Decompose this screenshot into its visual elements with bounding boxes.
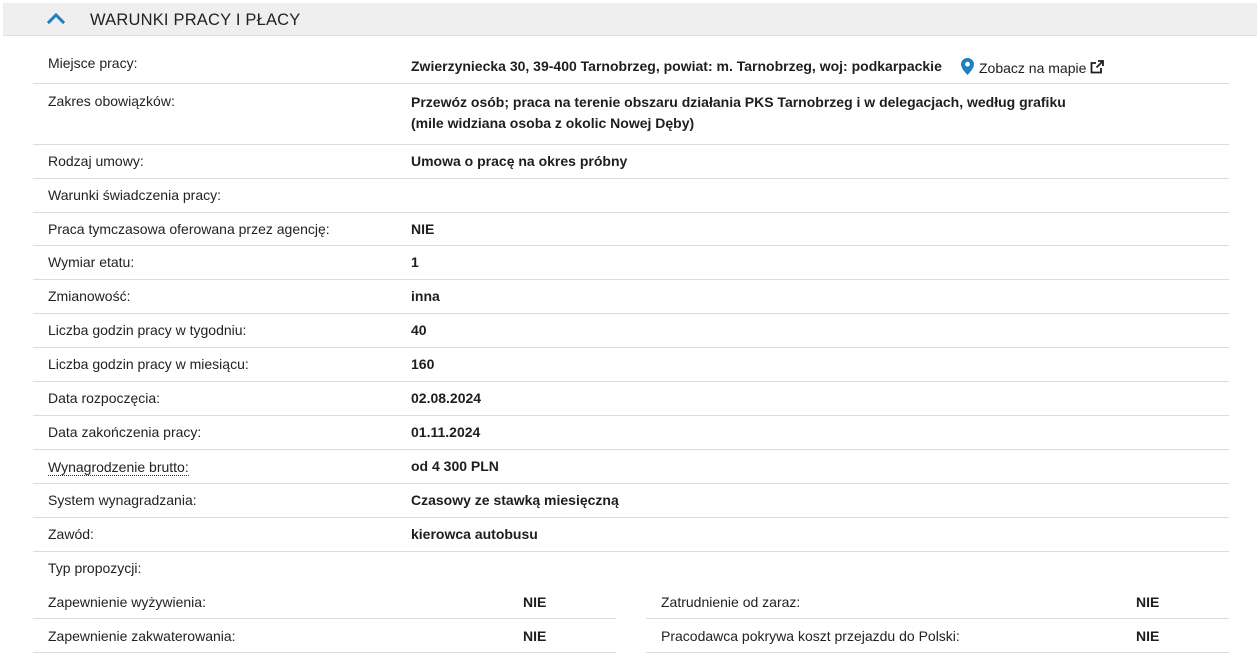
proposal-label: Pracodawca pokrywa koszt przejazdu do Polski:	[661, 628, 960, 644]
proposal-item	[646, 585, 1229, 619]
row-warunki-swiadczenia	[33, 179, 1229, 213]
row-label: Rodzaj umowy:	[48, 153, 144, 169]
proposal-item	[646, 619, 1229, 653]
row-miejsce-pracy	[33, 46, 1229, 84]
details-table	[33, 46, 1229, 586]
row-label: Liczba godzin pracy w tygodniu:	[48, 322, 247, 338]
proposal-value: NIE	[1136, 628, 1160, 644]
row-label: Data zakończenia pracy:	[48, 424, 202, 440]
row-zawod	[33, 518, 1229, 552]
row-system-wynagradzania	[33, 484, 1229, 518]
row-value: kierowca autobusu	[411, 526, 538, 542]
row-wymiar-etatu	[33, 246, 1229, 280]
row-label: Miejsce pracy:	[48, 55, 138, 71]
row-rodzaj-umowy	[33, 145, 1229, 179]
row-value: 1	[411, 254, 419, 270]
row-value: 02.08.2024	[411, 390, 482, 406]
row-value: Zwierzyniecka 30, 39-400 Tarnobrzeg, powiat: m. Tarnobrzeg, woj: podkarpackie	[411, 58, 942, 74]
row-label: Zmianowość:	[48, 288, 131, 304]
proposal-value: NIE	[1136, 594, 1160, 610]
row-value: Umowa o pracę na okres próbny	[411, 153, 628, 169]
row-value: inna	[411, 288, 440, 304]
section-header[interactable]	[3, 3, 1257, 36]
salary-tooltip-label[interactable]: Wynagrodzenie brutto:	[48, 459, 189, 475]
proposal-label: Zapewnienie wyżywienia:	[48, 594, 206, 610]
row-value-line1: Przewóz osób; praca na terenie obszaru działania PKS Tarnobrzeg i w delegacjach, według grafiku	[411, 94, 1066, 110]
proposal-item	[33, 585, 616, 619]
proposal-value: NIE	[523, 628, 547, 644]
row-label: Liczba godzin pracy w miesiącu:	[48, 356, 249, 372]
row-zakres-obowiazkow	[33, 84, 1229, 145]
proposal-label: Zapewnienie zakwaterowania:	[48, 628, 236, 644]
row-value: 01.11.2024	[411, 424, 481, 440]
row-value: Czasowy ze stawką miesięczną	[411, 492, 619, 508]
row-label: Zakres obowiązków:	[48, 93, 175, 109]
row-data-rozpoczecia	[33, 382, 1229, 416]
section-title: WARUNKI PRACY I PŁACY	[90, 11, 301, 29]
map-pin-icon	[961, 58, 974, 78]
external-link-icon	[1090, 60, 1104, 77]
row-value: od 4 300 PLN	[411, 458, 499, 474]
row-praca-tymczasowa	[33, 213, 1229, 246]
row-typ-propozycji	[33, 552, 1229, 586]
row-value: NIE	[411, 221, 435, 237]
row-label: Data rozpoczęcia:	[48, 390, 161, 406]
row-data-zakonczenia	[33, 416, 1229, 450]
proposal-label: Zatrudnienie od zaraz:	[661, 594, 801, 610]
row-value: 160	[411, 356, 435, 372]
proposal-item	[33, 619, 616, 653]
map-link-label[interactable]: Zobacz na mapie	[979, 60, 1087, 76]
proposal-value: NIE	[523, 594, 547, 610]
proposal-grid	[33, 585, 1229, 655]
row-label: Praca tymczasowa oferowana przez agencję:	[48, 221, 330, 237]
row-label: Zawód:	[48, 526, 94, 542]
map-link[interactable]	[961, 58, 1104, 78]
row-label: System wynagradzania:	[48, 492, 197, 508]
row-label: Warunki świadczenia pracy:	[48, 187, 221, 203]
row-godziny-tydzien	[33, 314, 1229, 348]
row-value-line2: (mile widziana osoba z okolic Nowej Dęby)	[411, 115, 695, 131]
row-label: Typ propozycji:	[48, 560, 142, 576]
row-label: Wymiar etatu:	[48, 254, 135, 270]
row-godziny-miesiac	[33, 348, 1229, 382]
row-zmianowosc	[33, 280, 1229, 314]
chevron-up-icon[interactable]	[43, 9, 69, 29]
row-value: 40	[411, 322, 427, 338]
row-wynagrodzenie	[33, 450, 1229, 484]
